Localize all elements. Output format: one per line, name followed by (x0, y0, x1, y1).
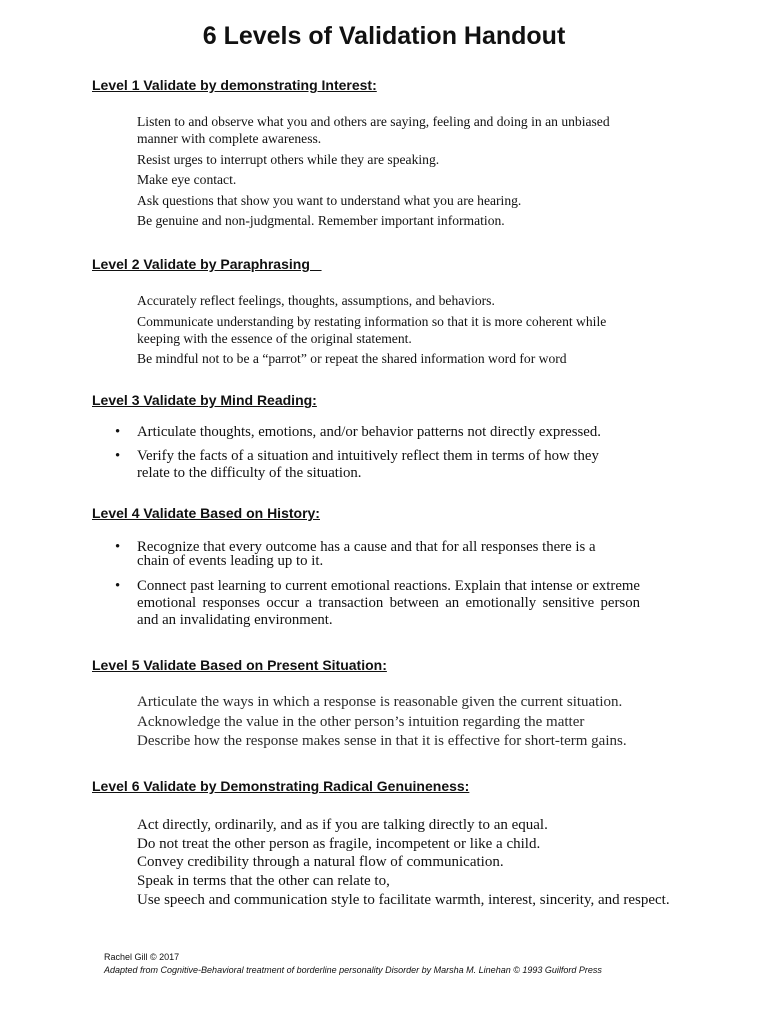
level-6-line: Do not treat the other person as fragile, incompetent or like a child. (137, 835, 541, 852)
page-title: 6 Levels of Validation Handout (202, 22, 566, 50)
level-5-line: Articulate the ways in which a response is reasonable given the current situation. (137, 694, 623, 710)
level-1-heading: Level 1 Validate by demonstrating Interest: (92, 77, 377, 93)
level-5-content (137, 693, 697, 752)
level-3-bullet-item: • Verify the facts of a situation and intuitively reflect them in terms of how they relate to the difficulty of the situation. (115, 448, 609, 482)
level-4-bullet-item: • Connect past learning to current emotional reactions. Explain that intense or extreme emotional responses occur a transaction between an emotionally sensitive person and an invalidating environment. (115, 578, 640, 629)
level-1-line: Resist urges to interrupt others while they are speaking. (137, 151, 440, 167)
level-2-heading: Level 2 Validate by Paraphrasing (92, 256, 322, 272)
level-2-content (137, 292, 634, 371)
level-1-line: Be genuine and non-judgmental. Remember important information. (137, 213, 505, 228)
level-2-line: Accurately reflect feelings, thoughts, assumptions, and behaviors. (137, 293, 495, 308)
footer-source: Adapted from Cognitive-Behavioral treatment of borderline personality Disorder by Marsha M. Linehan © 1993 Guilford Press (104, 965, 602, 975)
level-6-content (137, 816, 682, 910)
level-2-line: Be mindful not to be a “parrot” or repeat the shared information word for word (137, 351, 567, 366)
level-4-bullet-list (115, 540, 640, 636)
level-6-heading: Level 6 Validate by Demonstrating Radical Genuineness: (92, 778, 470, 794)
level-5-line: Acknowledge the value in the other person’s intuition regarding the matter (137, 713, 585, 730)
level-6-line: Speak in terms that the other can relate to, (137, 873, 390, 890)
level-1-line: Ask questions that show you want to understand what you are hearing. (137, 192, 522, 208)
level-1-line: Listen to and observe what you and others are saying, feeling and doing in an unbiased manner with complete awareness. (137, 114, 610, 146)
level-1-content (137, 113, 634, 233)
footer-copyright: Rachel Gill © 2017 (104, 952, 180, 962)
level-2-line: Communicate understanding by restating information so that it is more coherent while keeping with the essence of the original statement. (137, 313, 607, 346)
level-6-line: Convey credibility through a natural flow of communication. (137, 854, 504, 871)
level-1-line: Make eye contact. (137, 172, 237, 187)
level-3-bullet-list (115, 424, 670, 489)
level-3-heading: Level 3 Validate by Mind Reading: (92, 392, 317, 408)
level-5-line: Describe how the response makes sense in that it is effective for short-term gains. (137, 733, 627, 749)
level-4-heading: Level 4 Validate Based on History: (92, 505, 320, 521)
level-4-bullet-item: • Recognize that every outcome has a cause and that for all responses there is a chain of events leading up to it. (115, 540, 610, 568)
level-6-line: Use speech and communication style to facilitate warmth, interest, sincerity, and respect. (137, 891, 670, 908)
level-3-bullet-item: • Articulate thoughts, emotions, and/or behavior patterns not directly expressed. (115, 424, 670, 441)
level-6-line: Act directly, ordinarily, and as if you are talking directly to an equal. (137, 817, 548, 833)
level-5-heading: Level 5 Validate Based on Present Situation: (92, 657, 387, 673)
